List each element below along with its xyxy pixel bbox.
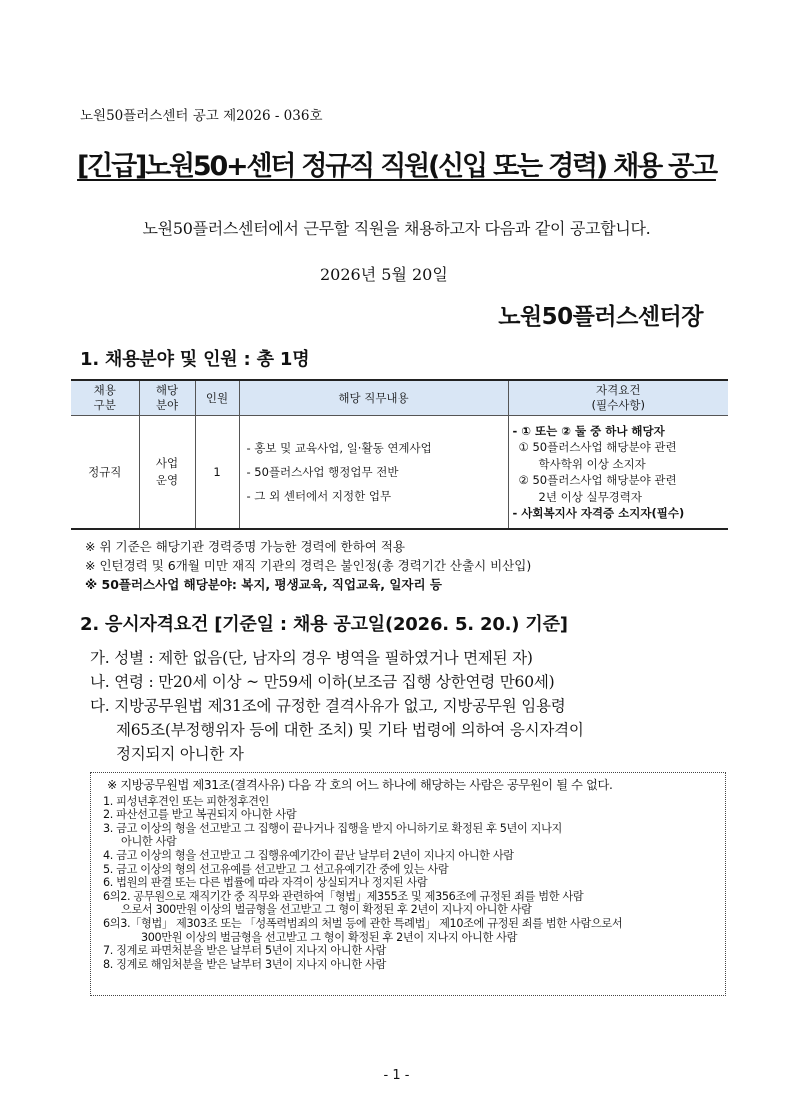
list-item: 제65조(부정행위자 등에 대한 조치) 및 기타 법령에 의하여 응시자격이 (116, 721, 584, 739)
cell-quals (508, 416, 728, 530)
notice-number: 노원50플러스센터 공고 제2026 - 036호 (80, 108, 323, 124)
list-item: 가. 성별 : 제한 없음(단, 남자의 경우 병역을 필하였거나 면제된 자) (90, 649, 533, 667)
cell-type: 정규직 (71, 416, 139, 530)
box-heading: ※ 지방공무원법 제31조(결격사유) 다음 각 호의 어느 하나에 해당하는 사람은 공무원이 될 수 없다. (107, 778, 613, 792)
qual-line: - ① 또는 ② 둘 중 하나 해당자 (512, 423, 665, 438)
box-line: 1. 피성년후견인 또는 피한정후견인 (103, 794, 269, 808)
cell-duties (239, 416, 508, 530)
header-type: 채용 구분 (71, 380, 139, 416)
issuer-name: 노원50플러스센터장 (498, 304, 703, 330)
box-line: 300만원 이상의 벌금형을 선고받고 그 형이 확정된 후 2년이 지나지 아니한 사람 (141, 930, 518, 944)
qual-line: 학사학위 이상 소지자 (538, 456, 646, 471)
section-1-notes (85, 537, 531, 594)
box-line: 6의3.「형법」 제303조 또는 「성폭력범죄의 처벌 등에 관한 특례법」 제10조에 규정된 죄를 범한 사람으로서 (103, 916, 623, 930)
duty-item: - 그 외 센터에서 지정한 업무 (246, 489, 392, 503)
box-line: 4. 금고 이상의 형을 선고받고 그 집행유예기간이 끝난 날부터 2년이 지나지 아니한 사람 (103, 848, 514, 862)
header-quals: 자격요건 (필수사항) (508, 380, 728, 416)
eligibility-list (90, 646, 584, 766)
page-title: [긴급]노원50+센터 정규직 직원(신입 또는 경력) 채용 공고 (77, 151, 716, 182)
cell-field: 사업 운영 (139, 416, 195, 530)
cell-count: 1 (195, 416, 239, 530)
box-line: 7. 징계로 파면처분을 받은 날부터 5년이 지나지 아니한 사람 (103, 944, 386, 958)
list-item: 정지되지 아니한 자 (116, 745, 244, 763)
box-line: 아니한 사람 (121, 835, 177, 849)
box-line: 2. 파산선고를 받고 복권되지 아니한 사람 (103, 808, 297, 822)
disqualification-box (90, 772, 726, 996)
list-item: 나. 연령 : 만20세 이상 ~ 만59세 이하(보조금 집행 상한연령 만60세) (90, 673, 555, 691)
header-count: 인원 (195, 380, 239, 416)
note-item: ※ 50플러스사업 해당분야: 복지, 평생교육, 직업교육, 일자리 등 (85, 577, 442, 592)
qual-line: 2년 이상 실무경력자 (538, 489, 642, 504)
intro-text: 노원50플러스센터에서 근무할 직원을 채용하고자 다음과 같이 공고합니다. (142, 219, 651, 238)
notice-date: 2026년 5월 20일 (320, 265, 448, 284)
box-line: 으로서 300만원 이상의 벌금형을 선고받고 그 형이 확정된 후 2년이 지나지 아니한 사람 (121, 903, 532, 917)
list-item: 다. 지방공무원법 제31조에 규정한 결격사유가 없고, 지방공무원 임용령 (90, 697, 566, 715)
table-header-row (71, 380, 728, 416)
page-number: - 1 - (383, 1068, 410, 1083)
box-line: 3. 금고 이상의 형을 선고받고 그 집행이 끝나거나 집행을 받지 아니하기로 확정된 후 5년이 지나지 (103, 821, 563, 835)
table-row (71, 416, 728, 530)
header-field: 해당 분야 (139, 380, 195, 416)
box-line: 8. 징계로 해임처분을 받은 날부터 3년이 지나지 아니한 사람 (103, 957, 386, 971)
duty-item: - 홍보 및 교육사업, 일·활동 연계사업 (246, 441, 432, 455)
qual-line: - 사회복지사 자격증 소지자(필수) (512, 506, 685, 520)
header-duties: 해당 직무내용 (239, 380, 508, 416)
box-line: 6. 법원의 판결 또는 다른 법률에 따라 자격이 상실되거나 정지된 사람 (103, 876, 428, 890)
box-line: 5. 금고 이상의 형의 선고유예를 선고받고 그 선고유예기간 중에 있는 사람 (103, 862, 449, 876)
duty-item: - 50플러스사업 행정업무 전반 (246, 465, 399, 479)
note-item: ※ 인턴경력 및 6개월 미만 재직 기관의 경력은 불인정(총 경력기간 산출시 비산입) (85, 558, 532, 573)
qual-line: ① 50플러스사업 해당분야 관련 (518, 440, 677, 454)
note-item: ※ 위 기준은 해당기관 경력증명 가능한 경력에 한하여 적용 (85, 539, 405, 554)
section-1-title: 1. 채용분야 및 인원 : 총 1명 (80, 349, 310, 370)
qual-line: ② 50플러스사업 해당분야 관련 (518, 473, 677, 487)
recruitment-table (71, 379, 728, 530)
box-line: 6의2. 공무원으로 재직기간 중 직무와 관련하여「형법」제355조 및 제356조에 규정된 죄를 범한 사람 (103, 889, 584, 903)
section-2-title: 2. 응시자격요건 [기준일 : 채용 공고일(2026. 5. 20.) 기준] (80, 614, 568, 635)
